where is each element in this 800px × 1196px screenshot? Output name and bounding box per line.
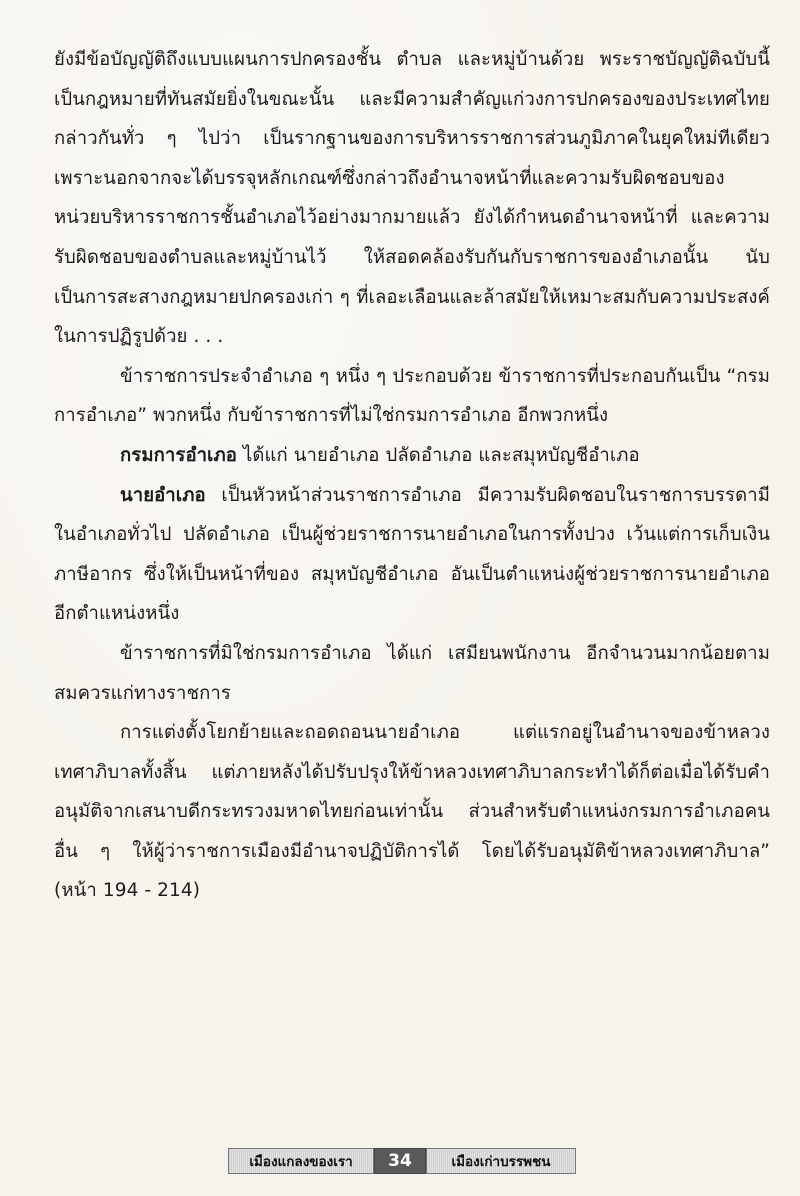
paragraph-text: ได้แก่ นายอำเภอ ปลัดอำเภอ และสมุหบัญชีอำเภอ: [237, 444, 640, 466]
paragraph-text: การแต่งตั้งโยกย้ายและถอดถอนนายอำเภอ แต่แรกอยู่ในอำนาจของข้าหลวงเทศาภิบาลทั้งสิ้น แต่ภายหลังได้ปรับปรุงให้ข้าหลวงเทศาภิบาลกระทำได้ก็ต่อเมื่อได้รับคำอนุมัติจากเสนาบดีกระทรวงมหาดไทยก่อนเท่านั้น ส่วนสำหรับตำแหน่งกรมการอำเภอคนอื่น ๆ ให้ผู้ว่าราชการเมืองมีอำนาจปฏิบัติการได้ โดยได้รับอนุมัติข้าหลวงเทศาภิบาล” (หน้า 194 - 214): [54, 722, 770, 902]
paragraph-text: เป็นหัวหน้าส่วนราชการอำเภอ มีความรับผิดชอบในราชการบรรดามีในอำเภอทั่วไป ปลัดอำเภอ เป็นผู้ช่วยราชการนายอำเภอในการทั้งปวง เว้นแต่การเก็บเงินภาษีอากร ซึ่งให้เป็นหน้าที่ของ สมุหบัญชีอำเภอ อันเป็นตำแหน่งผู้ช่วยราชการนายอำเภออีกตำแหน่งหนึ่ง: [54, 484, 770, 625]
paragraph-text: ข้าราชการประจำอำเภอ ๆ หนึ่ง ๆ ประกอบด้วย ข้าราชการที่ประกอบกันเป็น “กรมการอำเภอ” พวกหนึ่ง กับข้าราชการที่ไม่ใช่กรมการอำเภอ อีกพวกหนึ่ง: [54, 365, 770, 427]
paragraph: [54, 713, 770, 911]
page-number: 34: [374, 1148, 426, 1174]
page-footer: [228, 1148, 576, 1174]
paragraph: [54, 476, 770, 634]
paragraph-lead: กรมการอำเภอ: [120, 444, 237, 466]
paragraph-lead: นายอำเภอ: [120, 484, 206, 506]
footer-section-title: เมืองเก่าบรรพชน: [426, 1148, 576, 1174]
paragraph: [54, 40, 770, 357]
paragraph-text: ยังมีข้อบัญญัติถึงแบบแผนการปกครองชั้น ตำบล และหมู่บ้านด้วย พระราชบัญญัติฉบับนี้เป็นกฎหมายที่ทันสมัยยิ่งในขณะนั้น และมีความสำคัญแก่วงการปกครองของประเทศไทย กล่าวกันทั่ว ๆ ไปว่า เป็นรากฐานของการบริหารราชการส่วนภูมิภาคในยุคใหม่ทีเดียว เพราะนอกจากจะได้บรรจุหลักเกณฑ์ซึ่งกล่าวถึงอำนาจหน้าที่และความรับผิดชอบของหน่วยบริหารราชการชั้นอำเภอไว้อย่างมากมายแล้ว ยังได้กำหนดอำนาจหน้าที่ และความรับผิดชอบของตำบลและหมู่บ้านไว้ ให้สอดคล้องรับกันกับราชการของอำเภอนั้น นับเป็นการสะสางกฎหมายปกครองเก่า ๆ ที่เลอะเลือนและล้าสมัยให้เหมาะสมกับความประสงค์ในการปฏิรูปด้วย . . .: [54, 49, 770, 348]
body-text: [54, 40, 770, 911]
footer-book-title: เมืองแกลงของเรา: [228, 1148, 374, 1174]
paragraph: [54, 436, 770, 476]
paragraph-text: ข้าราชการที่มิใช่กรมการอำเภอ ได้แก่ เสมียนพนักงาน อีกจำนวนมากน้อยตามสมควรแก่ทางราชการ: [54, 642, 770, 704]
paragraph: [54, 634, 770, 713]
paragraph: [54, 357, 770, 436]
